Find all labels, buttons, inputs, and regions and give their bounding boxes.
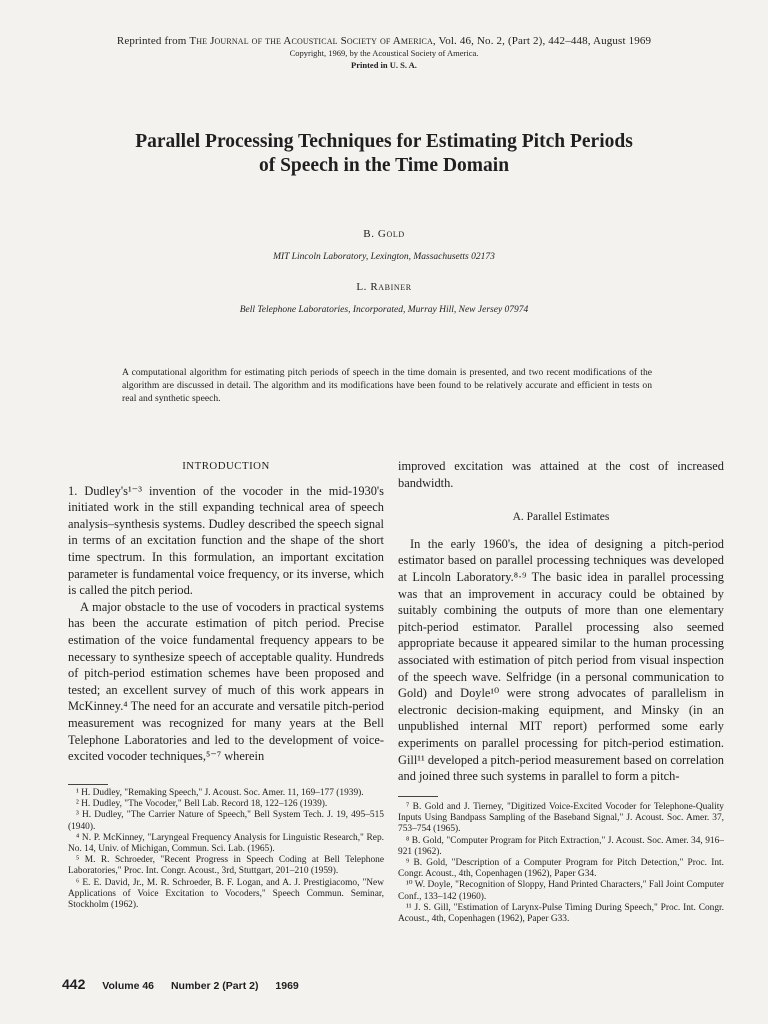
title-line-1: Parallel Processing Techniques for Estimating Pitch Periods — [135, 131, 633, 152]
footnote: ⁷ B. Gold and J. Tierney, "Digitized Voice-Excited Vocoder for Telephone-Quality Inputs Using Bandpass Sampling of the Baseband Signal," J. Acoust. Soc. Amer. 37, 753–754 (1965). — [398, 802, 724, 835]
abstract: A computational algorithm for estimating pitch periods of speech in the time domain is presented, and two recent modifications of the algorithm are discussed in detail. The algorithm and its modifications have been found to be relatively accurate and efficient in tests on real and synthetic speech. — [122, 367, 652, 404]
reprint-suffix: , Vol. 46, No. 2, (Part 2), 442–448, August 1969 — [432, 35, 652, 47]
year-label: 1969 — [275, 980, 299, 992]
issue-label: Number 2 (Part 2) — [170, 980, 259, 992]
intro-paragraph-2: A major obstacle to the use of vocoders in practical systems has been the accurate estimation of pitch period. Precise estimation of the voice fundamental frequency appears to be necessary to synthesize speech of acceptable quality. Hundreds of pitch-period estimation schemes have been proposed and tested; an excellent survey of much of this work appears in McKinney.⁴ The need for an accurate and versatile pitch-period measurement was recognized for many years at the Bell Telephone Laboratories and led to the development of voice-excited vocoder techniques,⁵⁻⁷ wherein — [68, 599, 384, 764]
journal-name: The Journal of the Acoustical Society of America — [189, 35, 433, 47]
title-line-2: of Speech in the Time Domain — [258, 155, 510, 176]
footnote-rule-left — [68, 784, 108, 785]
footnote: ⁵ M. R. Schroeder, "Recent Progress in Speech Coding at Bell Telephone Laboratories," Proc. Int. Congr. Acoust., 3rd, Stuttgart, 201–210 (1959). — [68, 855, 384, 877]
footnote: ¹⁰ W. Doyle, "Recognition of Sloppy, Hand Printed Characters," Fall Joint Computer Conf., 133–142 (1960). — [398, 880, 724, 902]
footnote: ⁴ N. P. McKinney, "Laryngeal Frequency Analysis for Linguistic Research," Rep. No. 14, Univ. of Michigan, Commun. Sci. Lab. (1965). — [68, 832, 384, 855]
page-footer — [62, 976, 313, 992]
right-column — [398, 458, 724, 785]
section-heading-parallel-estimates: A. Parallel Estimates — [512, 511, 610, 524]
footnote: ⁹ B. Gold, "Description of a Computer Program for Pitch Detection," Proc. Int. Congr. Acoust., 4th, Copenhagen (1962), Paper G34. — [398, 858, 724, 880]
footnote: ¹¹ J. S. Gill, "Estimation of Larynx-Pulse Timing During Speech," Proc. Int. Congr. Acoust., 4th, Copenhagen (1962), Paper G33. — [398, 902, 724, 925]
page-number: 442 — [62, 976, 86, 992]
author-1: B. Gold — [363, 228, 405, 240]
footnote: ² H. Dudley, "The Vocoder," Bell Lab. Record 18, 122–126 (1939). — [76, 799, 328, 810]
right-paragraph-1: In the early 1960's, the idea of designing a pitch-period estimator based on parallel processing techniques was developed at Lincoln Laboratory.⁸·⁹ The basic idea in parallel processing was that an improvement in accuracy could be obtained by suitably combining the outputs of more than one elementary pitch-period estimator. Parallel processing also seemed appropriate because it appeared similar to the human processing associated with estimation of pitch period from visual inspection of the speech wave. Selfridge (in a personal communication to Gold) and Doyle¹⁰ were strong advocates of parallelism in electronic decision-making equipment, and Minsky (in an unpublished internal MIT report) performed some early experiments on parallel processing for pitch-period estimation. Gill¹¹ developed a pitch-period measurement based on correlation and joined three such systems in parallel to form a pitch- — [398, 536, 724, 784]
footnote: ¹ H. Dudley, "Remaking Speech," J. Acoust. Soc. Amer. 11, 169–177 (1939). — [76, 788, 364, 798]
affiliation-2: Bell Telephone Laboratories, Incorporated, Murray Hill, New Jersey 07974 — [239, 305, 529, 315]
paper-title — [0, 130, 768, 178]
reprint-prefix: Reprinted from — [116, 35, 190, 47]
printed-line: Printed in U. S. A. — [351, 60, 417, 70]
affiliation-1: MIT Lincoln Laboratory, Lexington, Massachusetts 02173 — [273, 252, 495, 262]
footnotes-right — [398, 802, 724, 925]
copyright-line: Copyright, 1969, by the Acoustical Society of America. — [289, 48, 479, 58]
footnote-rule-right — [398, 796, 438, 797]
right-paragraph-0: improved excitation was attained at the cost of increased bandwidth. — [398, 459, 724, 490]
footnote: ⁶ E. E. David, Jr., M. R. Schroeder, B. F. Logan, and A. J. Prestigiacomo, "New Applications of Voice Excitation to Vocoders," Speech Commun. Seminar, Stockholm (1962). — [68, 877, 384, 911]
volume-label: Volume 46 — [102, 980, 155, 992]
footnote: ⁸ B. Gold, "Computer Program for Pitch Extraction," J. Acoust. Soc. Amer. 34, 916–921 (1962). — [398, 835, 724, 857]
reprint-line — [0, 35, 768, 47]
author-2: L. Rabiner — [356, 281, 412, 293]
intro-paragraph-1: 1. Dudley's¹⁻³ invention of the vocoder in the mid-1930's initiated work in the still expanding technical area of speech analysis–synthesis systems. Dudley described the speech signal in terms of an excitation function and the shape of the short time spectrum. In this formulation, an important excitation parameter is fundamental voice frequency, or its inverse, which is called the pitch period. — [68, 483, 384, 598]
left-column — [68, 458, 384, 765]
intro-heading: INTRODUCTION — [182, 460, 270, 472]
footnote: ³ H. Dudley, "The Carrier Nature of Speech," Bell System Tech. J. 19, 495–515 (1940). — [68, 810, 384, 832]
footnotes-left — [68, 788, 384, 911]
